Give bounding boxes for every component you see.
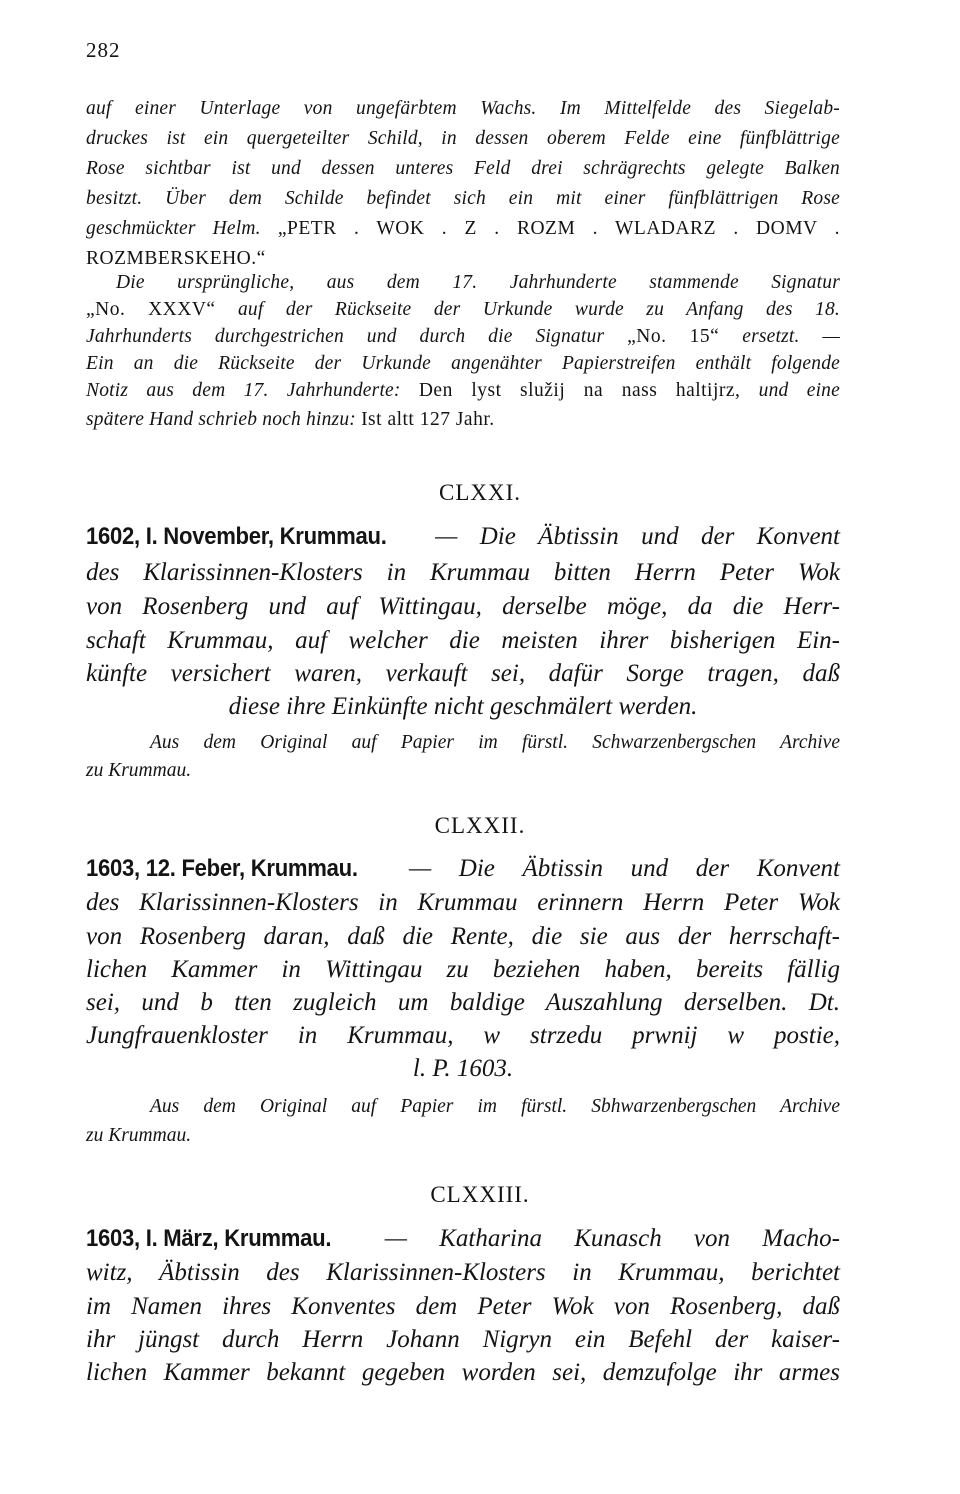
- document-heading: 1603, 12. Feber, Krummau.: [86, 855, 358, 882]
- regest-line: von Rosenberg und auf Wittingau, derselbe möge, da die Herr-: [86, 593, 840, 620]
- regest-line: sei, und b tten zugleich um baldige Auszahlung derselben. Dt.: [86, 989, 840, 1016]
- source-note: zu Krummau.: [86, 1125, 192, 1146]
- note-line: [86, 214, 840, 244]
- note-line: [86, 322, 840, 352]
- regest-line: im Namen ihres Konventes dem Peter Wok von Rosenberg, daß: [86, 1293, 840, 1320]
- document-heading: 1602, I. November, Krummau.: [86, 523, 387, 550]
- old-signature: „No. XXXV“: [86, 299, 216, 320]
- regest-line: des Klarissinnen-Klosters in Krummau erinnern Herrn Peter Wok: [86, 889, 840, 916]
- note-line: besitzt. Über dem Schilde befindet sich ein mit einer fünfblättrigen Rose: [86, 188, 840, 209]
- note-text: Jahrhunderts durchgestrichen und durch die Signatur: [86, 326, 605, 347]
- regest-line: ihr jüngst durch Herrn Johann Nigryn ein Befehl der kaiser-: [86, 1326, 840, 1353]
- note-line: [86, 376, 840, 406]
- source-note: Aus dem Original auf Papier im fürstl. Schwarzenbergschen Archive: [150, 732, 840, 753]
- regest-line: lichen Kammer in Wittingau zu beziehen haben, bereits fällig: [86, 956, 840, 983]
- note-line: druckes ist ein quergeteilter Schild, in dessen oberem Felde eine fünfblättrige: [86, 128, 840, 149]
- regest-text: — Die Äbtissin und der Konvent: [435, 523, 840, 550]
- regest-line: diese ihre Einkünfte nicht geschmälert werden.: [228, 693, 698, 720]
- document-number: CLXXIII.: [430, 1182, 530, 1207]
- new-signature: „No. 15“: [627, 326, 720, 347]
- document-heading: 1603, I. März, Krummau.: [86, 1225, 332, 1252]
- note-line: [86, 405, 840, 435]
- regest-line: schaft Krummau, auf welcher die meisten ihrer bisherigen Ein-: [86, 627, 840, 654]
- regest-line: l. P. 1603.: [412, 1055, 514, 1082]
- note-text: ersetzt. —: [742, 326, 841, 347]
- source-note: Aus dem Original auf Papier im fürstl. Sbhwarzenbergschen Archive: [150, 1096, 840, 1117]
- seal-inscription-end: ROZMBERSKEHO.“: [86, 248, 266, 269]
- note-text: geschmückter Helm.: [86, 218, 261, 239]
- regest-line: [86, 520, 840, 554]
- note-text: Notiz aus dem 17. Jahrhunderte:: [86, 380, 401, 401]
- regest-line: witz, Äbtissin des Klarissinnen-Klosters in Krummau, berichtet: [86, 1259, 840, 1286]
- regest-line: von Rosenberg daran, daß die Rente, die sie aus der herrschaft-: [86, 923, 840, 950]
- regest-text: — Katharina Kunasch von Macho-: [384, 1225, 840, 1252]
- note-line: Ein an die Rückseite der Urkunde angenähter Papierstreifen enthält folgende: [86, 353, 840, 374]
- age-note: Ist altt 127 Jahr.: [361, 409, 495, 430]
- note-text: und eine: [758, 380, 840, 401]
- note-line: Die ursprüngliche, aus dem 17. Jahrhunderte stammende Signatur: [116, 272, 840, 293]
- document-number: CLXXII.: [434, 813, 526, 838]
- regest-line: [86, 1222, 840, 1256]
- regest-line: [86, 852, 840, 886]
- regest-line: künfte versichert waren, verkauft sei, dafür Sorge tragen, daß: [86, 660, 840, 687]
- czech-quote: Den lyst služij na nass haltijrz,: [418, 380, 741, 401]
- source-note: zu Krummau.: [86, 760, 192, 781]
- document-number: CLXXI.: [438, 480, 522, 505]
- note-line: [86, 295, 840, 325]
- note-line: auf einer Unterlage von ungefärbtem Wachs. Im Mittelfelde des Siegelab-: [86, 98, 840, 119]
- regest-line: Jungfrauenkloster in Krummau, w strzedu prwnij w postie,: [86, 1022, 840, 1049]
- note-text: spätere Hand schrieb noch hinzu:: [86, 409, 356, 430]
- note-text: auf der Rückseite der Urkunde wurde zu Anfang des 18.: [237, 299, 841, 320]
- seal-inscription: „PETR . WOK . Z . ROZM . WLADARZ . DOMV .: [277, 218, 840, 239]
- regest-line: des Klarissinnen-Klosters in Krummau bitten Herrn Peter Wok: [86, 559, 840, 586]
- note-line: Rose sichtbar ist und dessen unteres Feld drei schrägrechts gelegte Balken: [86, 158, 840, 179]
- page-number: 282: [86, 38, 121, 62]
- regest-line: lichen Kammer bekannt gegeben worden sei, demzufolge ihr armes: [86, 1359, 840, 1386]
- regest-text: — Die Äbtissin und der Konvent: [408, 855, 841, 882]
